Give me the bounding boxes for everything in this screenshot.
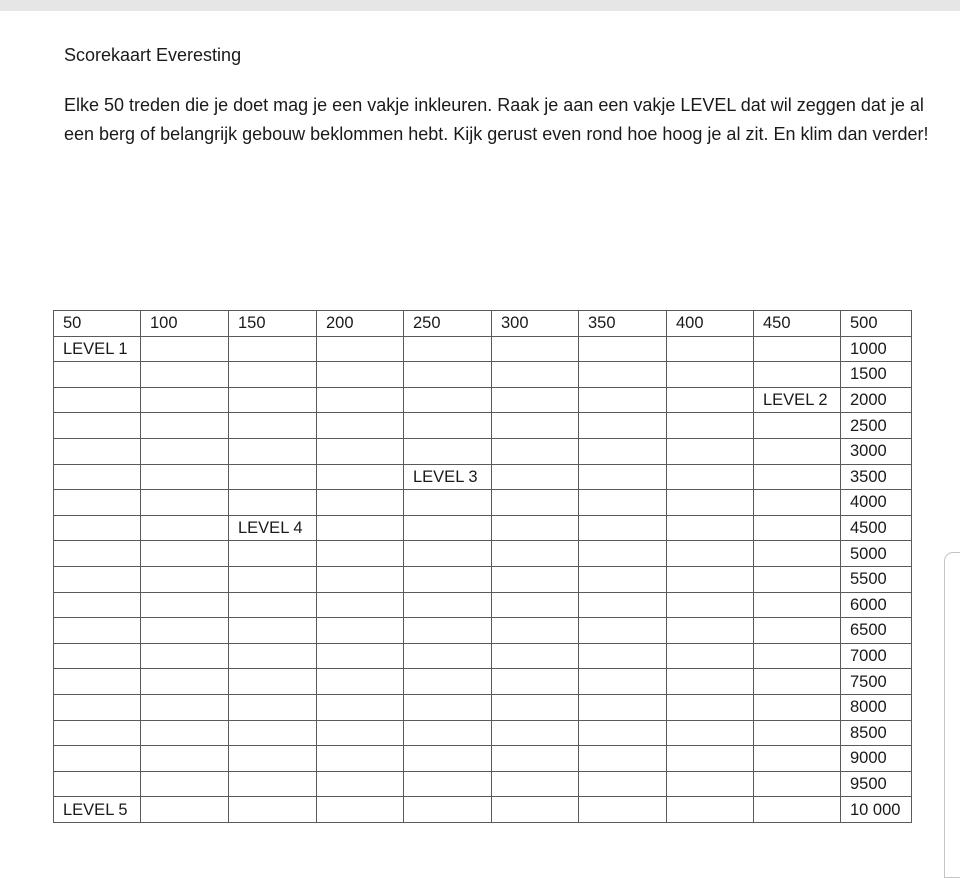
empty-score-cell[interactable] [667, 336, 754, 362]
step-total-cell[interactable]: 10 000 [841, 797, 912, 823]
empty-score-cell[interactable] [141, 618, 229, 644]
empty-score-cell[interactable] [404, 490, 492, 516]
scorecard-row [54, 387, 912, 413]
empty-score-cell[interactable] [492, 464, 579, 490]
empty-score-cell[interactable] [54, 669, 141, 695]
empty-score-cell[interactable] [141, 464, 229, 490]
empty-score-cell[interactable] [492, 566, 579, 592]
empty-score-cell[interactable] [229, 541, 317, 567]
empty-score-cell[interactable] [579, 464, 667, 490]
empty-score-cell[interactable] [141, 336, 229, 362]
empty-score-cell[interactable] [54, 566, 141, 592]
empty-score-cell[interactable] [317, 746, 404, 772]
empty-score-cell[interactable] [754, 438, 841, 464]
empty-score-cell[interactable] [54, 694, 141, 720]
empty-score-cell[interactable] [667, 618, 754, 644]
scorecard-table [53, 310, 912, 823]
empty-score-cell[interactable] [667, 387, 754, 413]
empty-score-cell[interactable] [229, 464, 317, 490]
empty-score-cell[interactable] [54, 643, 141, 669]
step-total-cell[interactable]: 5500 [841, 566, 912, 592]
empty-score-cell[interactable] [579, 618, 667, 644]
empty-score-cell[interactable] [492, 413, 579, 439]
empty-score-cell[interactable] [141, 490, 229, 516]
empty-score-cell[interactable] [317, 694, 404, 720]
scorecard-row [54, 669, 912, 695]
empty-score-cell[interactable] [579, 490, 667, 516]
empty-score-cell[interactable] [317, 720, 404, 746]
step-total-cell[interactable]: 8000 [841, 694, 912, 720]
scorecard-row [54, 541, 912, 567]
empty-score-cell[interactable] [754, 464, 841, 490]
step-total-cell[interactable]: 1000 [841, 336, 912, 362]
empty-score-cell[interactable] [229, 771, 317, 797]
empty-score-cell[interactable] [754, 746, 841, 772]
empty-score-cell[interactable] [54, 592, 141, 618]
empty-score-cell[interactable] [579, 541, 667, 567]
empty-score-cell[interactable] [54, 438, 141, 464]
empty-score-cell[interactable] [141, 592, 229, 618]
step-total-cell[interactable]: 6500 [841, 618, 912, 644]
empty-score-cell[interactable] [317, 413, 404, 439]
empty-score-cell[interactable] [579, 694, 667, 720]
empty-score-cell[interactable] [492, 797, 579, 823]
empty-score-cell[interactable] [492, 362, 579, 388]
empty-score-cell[interactable] [141, 413, 229, 439]
step-total-cell[interactable]: 7000 [841, 643, 912, 669]
empty-score-cell[interactable] [229, 592, 317, 618]
step-count-header-cell[interactable]: 200 [317, 311, 404, 337]
step-total-cell[interactable]: 9500 [841, 771, 912, 797]
empty-score-cell[interactable] [141, 566, 229, 592]
top-strip [0, 0, 960, 11]
empty-score-cell[interactable] [229, 438, 317, 464]
empty-score-cell[interactable] [667, 438, 754, 464]
empty-score-cell[interactable] [579, 720, 667, 746]
empty-score-cell[interactable] [317, 797, 404, 823]
step-total-cell[interactable]: 7500 [841, 669, 912, 695]
empty-score-cell[interactable] [667, 797, 754, 823]
scorecard-row [54, 771, 912, 797]
empty-score-cell[interactable] [667, 746, 754, 772]
empty-score-cell[interactable] [54, 720, 141, 746]
empty-score-cell[interactable] [754, 669, 841, 695]
document-title: Scorekaart Everesting [64, 45, 242, 65]
empty-score-cell[interactable] [317, 566, 404, 592]
empty-score-cell[interactable] [141, 387, 229, 413]
empty-score-cell[interactable] [317, 387, 404, 413]
step-count-header-cell[interactable]: 150 [229, 311, 317, 337]
empty-score-cell[interactable] [317, 515, 404, 541]
empty-score-cell[interactable] [754, 336, 841, 362]
empty-score-cell[interactable] [229, 797, 317, 823]
step-total-cell[interactable]: 3000 [841, 438, 912, 464]
empty-score-cell[interactable] [667, 541, 754, 567]
empty-score-cell[interactable] [667, 669, 754, 695]
side-panel-handle[interactable] [944, 552, 960, 878]
empty-score-cell[interactable] [317, 490, 404, 516]
step-count-header-cell[interactable]: 100 [141, 311, 229, 337]
empty-score-cell[interactable] [141, 438, 229, 464]
scorecard-row [54, 336, 912, 362]
scorecard-row [54, 797, 912, 823]
empty-score-cell[interactable] [54, 413, 141, 439]
document-intro-paragraph: Elke 50 treden die je doet mag je een vakje inkleuren. Raak je aan een vakje LEVEL dat wil zeggen dat je al een berg of belangrijk gebouw beklommen hebt. Kijk gerust even rond hoe hoog je al zit. En klim dan verder! [64, 95, 929, 144]
empty-score-cell[interactable] [404, 694, 492, 720]
empty-score-cell[interactable] [141, 771, 229, 797]
empty-score-cell[interactable] [54, 618, 141, 644]
scorecard-header-row [54, 311, 912, 337]
step-count-header-cell[interactable]: 50 [54, 311, 141, 337]
empty-score-cell[interactable] [754, 618, 841, 644]
empty-score-cell[interactable] [579, 438, 667, 464]
empty-score-cell[interactable] [754, 566, 841, 592]
empty-score-cell[interactable] [404, 592, 492, 618]
empty-score-cell[interactable] [317, 669, 404, 695]
empty-score-cell[interactable] [579, 336, 667, 362]
empty-score-cell[interactable] [141, 643, 229, 669]
empty-score-cell[interactable] [492, 336, 579, 362]
empty-score-cell[interactable] [317, 643, 404, 669]
empty-score-cell[interactable] [754, 771, 841, 797]
scorecard-row [54, 464, 912, 490]
empty-score-cell[interactable] [754, 362, 841, 388]
empty-score-cell[interactable] [229, 746, 317, 772]
empty-score-cell[interactable] [754, 643, 841, 669]
empty-score-cell[interactable] [54, 490, 141, 516]
empty-score-cell[interactable] [492, 618, 579, 644]
step-total-cell[interactable]: 2500 [841, 413, 912, 439]
empty-score-cell[interactable] [229, 669, 317, 695]
empty-score-cell[interactable] [229, 720, 317, 746]
empty-score-cell[interactable] [579, 797, 667, 823]
empty-score-cell[interactable] [754, 694, 841, 720]
step-total-cell[interactable]: 6000 [841, 592, 912, 618]
empty-score-cell[interactable] [754, 797, 841, 823]
empty-score-cell[interactable] [579, 413, 667, 439]
empty-score-cell[interactable] [141, 720, 229, 746]
empty-score-cell[interactable] [579, 515, 667, 541]
empty-score-cell[interactable] [667, 592, 754, 618]
empty-score-cell[interactable] [492, 515, 579, 541]
empty-score-cell[interactable] [141, 746, 229, 772]
level-cell[interactable]: LEVEL 1 [54, 336, 141, 362]
empty-score-cell[interactable] [404, 438, 492, 464]
empty-score-cell[interactable] [229, 566, 317, 592]
empty-score-cell[interactable] [579, 362, 667, 388]
empty-score-cell[interactable] [317, 362, 404, 388]
empty-score-cell[interactable] [404, 669, 492, 695]
empty-score-cell[interactable] [141, 669, 229, 695]
empty-score-cell[interactable] [754, 515, 841, 541]
empty-score-cell[interactable] [667, 515, 754, 541]
step-total-cell[interactable]: 2000 [841, 387, 912, 413]
empty-score-cell[interactable] [754, 413, 841, 439]
empty-score-cell[interactable] [317, 541, 404, 567]
level-cell[interactable]: LEVEL 5 [54, 797, 141, 823]
empty-score-cell[interactable] [754, 490, 841, 516]
empty-score-cell[interactable] [317, 438, 404, 464]
empty-score-cell[interactable] [54, 464, 141, 490]
empty-score-cell[interactable] [317, 336, 404, 362]
empty-score-cell[interactable] [141, 541, 229, 567]
empty-score-cell[interactable] [579, 746, 667, 772]
empty-score-cell[interactable] [141, 362, 229, 388]
empty-score-cell[interactable] [54, 771, 141, 797]
empty-score-cell[interactable] [317, 592, 404, 618]
empty-score-cell[interactable] [404, 771, 492, 797]
empty-score-cell[interactable] [317, 464, 404, 490]
step-count-header-cell[interactable]: 500 [841, 311, 912, 337]
empty-score-cell[interactable] [229, 413, 317, 439]
empty-score-cell[interactable] [579, 566, 667, 592]
scorecard-row [54, 490, 912, 516]
step-count-header-cell[interactable]: 400 [667, 311, 754, 337]
empty-score-cell[interactable] [141, 797, 229, 823]
empty-score-cell[interactable] [54, 746, 141, 772]
empty-score-cell[interactable] [492, 438, 579, 464]
empty-score-cell[interactable] [492, 541, 579, 567]
scorecard-row [54, 438, 912, 464]
step-count-header-cell[interactable]: 250 [404, 311, 492, 337]
step-total-cell[interactable]: 5000 [841, 541, 912, 567]
empty-score-cell[interactable] [404, 618, 492, 644]
scorecard-row [54, 566, 912, 592]
empty-score-cell[interactable] [54, 387, 141, 413]
step-total-cell[interactable]: 3500 [841, 464, 912, 490]
empty-score-cell[interactable] [141, 694, 229, 720]
scorecard-row [54, 746, 912, 772]
step-count-header-cell[interactable]: 300 [492, 311, 579, 337]
scorecard-row [54, 720, 912, 746]
empty-score-cell[interactable] [667, 490, 754, 516]
empty-score-cell[interactable] [229, 362, 317, 388]
empty-score-cell[interactable] [404, 720, 492, 746]
empty-score-cell[interactable] [404, 746, 492, 772]
empty-score-cell[interactable] [667, 643, 754, 669]
step-total-cell[interactable]: 1500 [841, 362, 912, 388]
empty-score-cell[interactable] [492, 694, 579, 720]
empty-score-cell[interactable] [404, 566, 492, 592]
step-total-cell[interactable]: 9000 [841, 746, 912, 772]
empty-score-cell[interactable] [492, 669, 579, 695]
empty-score-cell[interactable] [404, 797, 492, 823]
empty-score-cell[interactable] [579, 669, 667, 695]
empty-score-cell[interactable] [579, 387, 667, 413]
scorecard-row [54, 592, 912, 618]
empty-score-cell[interactable] [404, 336, 492, 362]
empty-score-cell[interactable] [229, 643, 317, 669]
empty-score-cell[interactable] [54, 515, 141, 541]
empty-score-cell[interactable] [754, 592, 841, 618]
empty-score-cell[interactable] [667, 413, 754, 439]
empty-score-cell[interactable] [492, 720, 579, 746]
empty-score-cell[interactable] [667, 464, 754, 490]
empty-score-cell[interactable] [54, 541, 141, 567]
empty-score-cell[interactable] [754, 720, 841, 746]
empty-score-cell[interactable] [667, 720, 754, 746]
scorecard-row [54, 515, 912, 541]
empty-score-cell[interactable] [579, 592, 667, 618]
empty-score-cell[interactable] [404, 643, 492, 669]
empty-score-cell[interactable] [229, 336, 317, 362]
empty-score-cell[interactable] [404, 541, 492, 567]
step-count-header-cell[interactable]: 350 [579, 311, 667, 337]
empty-score-cell[interactable] [404, 387, 492, 413]
step-total-cell[interactable]: 4000 [841, 490, 912, 516]
step-total-cell[interactable]: 4500 [841, 515, 912, 541]
empty-score-cell[interactable] [141, 515, 229, 541]
empty-score-cell[interactable] [317, 618, 404, 644]
step-count-header-cell[interactable]: 450 [754, 311, 841, 337]
empty-score-cell[interactable] [404, 362, 492, 388]
empty-score-cell[interactable] [404, 515, 492, 541]
empty-score-cell[interactable] [667, 694, 754, 720]
empty-score-cell[interactable] [229, 618, 317, 644]
empty-score-cell[interactable] [492, 746, 579, 772]
empty-score-cell[interactable] [404, 413, 492, 439]
scorecard-row [54, 413, 912, 439]
empty-score-cell[interactable] [492, 387, 579, 413]
level-cell[interactable]: LEVEL 2 [754, 387, 841, 413]
empty-score-cell[interactable] [317, 771, 404, 797]
empty-score-cell[interactable] [229, 387, 317, 413]
empty-score-cell[interactable] [54, 362, 141, 388]
empty-score-cell[interactable] [229, 694, 317, 720]
empty-score-cell[interactable] [667, 566, 754, 592]
empty-score-cell[interactable] [492, 771, 579, 797]
empty-score-cell[interactable] [667, 771, 754, 797]
scorecard-row [54, 362, 912, 388]
empty-score-cell[interactable] [579, 643, 667, 669]
empty-score-cell[interactable] [229, 490, 317, 516]
empty-score-cell[interactable] [667, 362, 754, 388]
empty-score-cell[interactable] [492, 490, 579, 516]
scorecard-row [54, 618, 912, 644]
scorecard-row [54, 694, 912, 720]
empty-score-cell[interactable] [492, 592, 579, 618]
step-total-cell[interactable]: 8500 [841, 720, 912, 746]
level-cell[interactable]: LEVEL 4 [229, 515, 317, 541]
empty-score-cell[interactable] [492, 643, 579, 669]
empty-score-cell[interactable] [579, 771, 667, 797]
scorecard-row [54, 643, 912, 669]
empty-score-cell[interactable] [754, 541, 841, 567]
level-cell[interactable]: LEVEL 3 [404, 464, 492, 490]
